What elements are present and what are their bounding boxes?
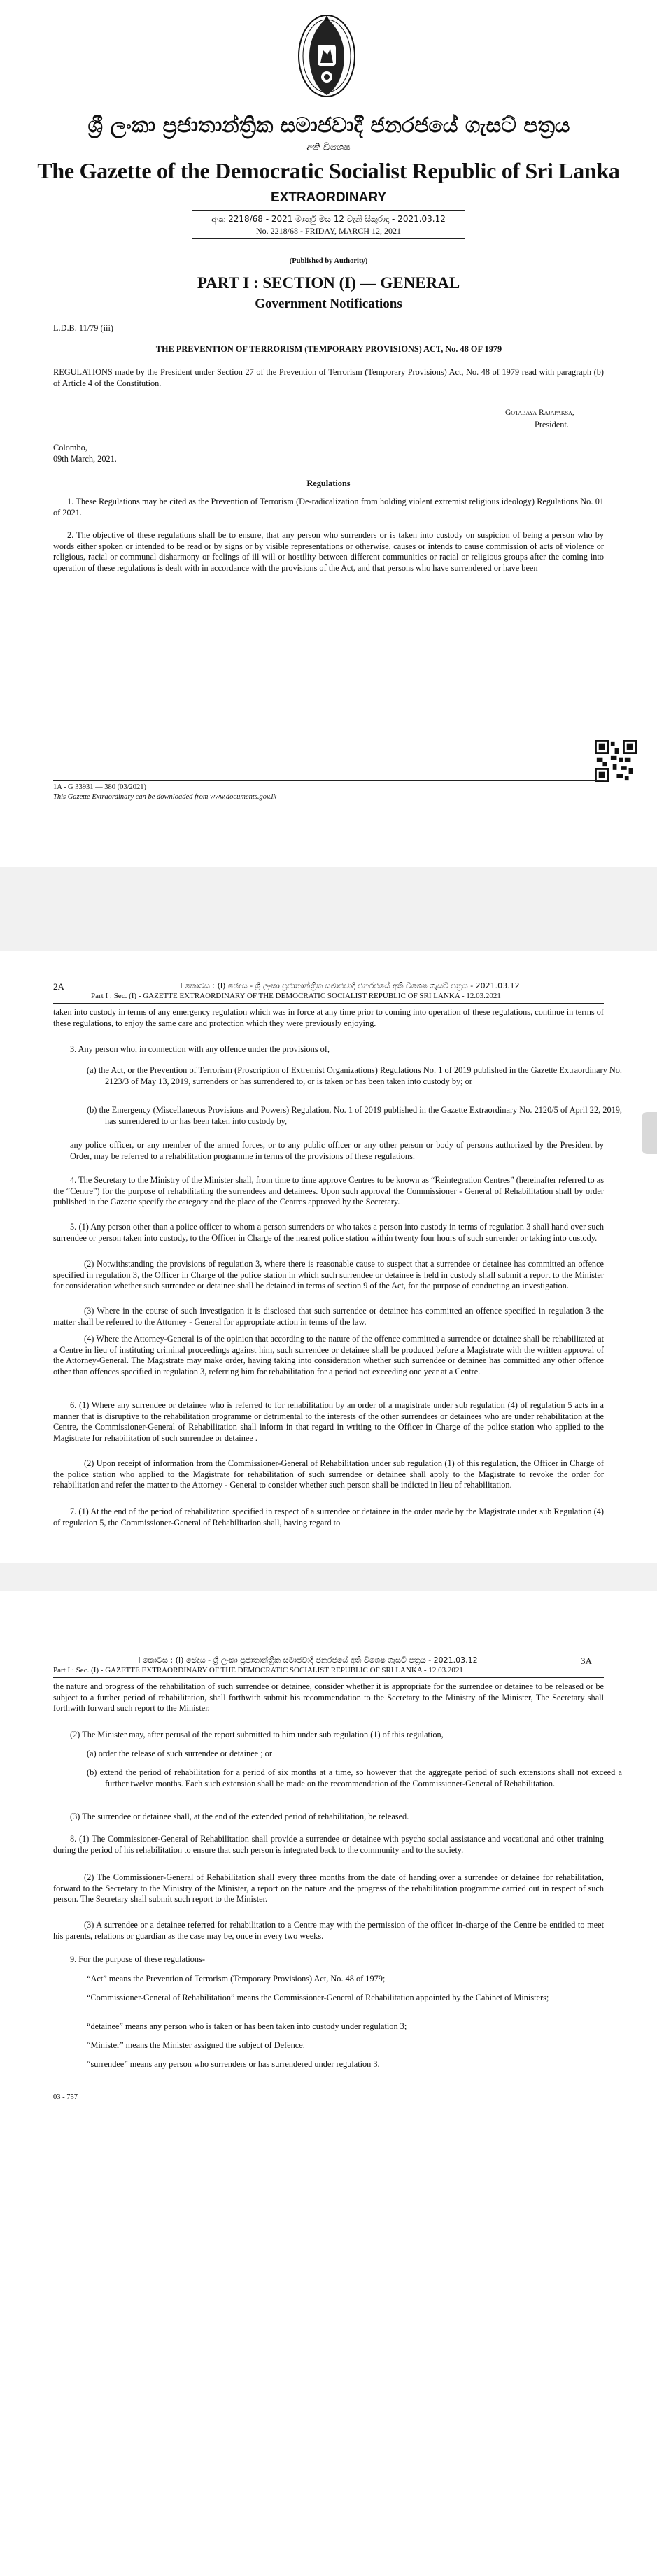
regulation-5-3: (3) Where in the course of such investigation it is disclosed that such surrendee or detainee has committed an offence specified in regulation 3 the matter shall be referred to the Attorney - General for appropriate action in terms of the law.: [53, 1306, 604, 1327]
footer-rule: [53, 780, 604, 781]
regulation-7-2-a: (a) order the release of such surrendee or detainee ; or: [87, 1749, 272, 1758]
gazette-page-1: [0, 0, 657, 867]
signatory-name: Gotabaya Rajapaksa,: [505, 408, 574, 417]
header-rule: [53, 1677, 604, 1678]
regulations-intro: REGULATIONS made by the President under Section 27 of the Prevention of Terrorism (Temporary Provisions) Act, No. 48 of 1979 read with paragraph (b) of Article 4 of the Constitution.: [53, 367, 604, 388]
gazette-page-3: [0, 1591, 657, 2576]
continued-text: the nature and progress of the rehabilitation of such surrendee or detainee, consider whether it is appropriate for the surrendee or detainee to be released or be subject to a further period of rehabilitation, shall forthwith submit his recommendation to the Secretary to the Ministry of the Minister, The Secretary shall forthwith forward such report to the Minister.: [53, 1681, 604, 1713]
definition-commissioner-general: “Commissioner-General of Rehabilitation” means the Commissioner-General of Rehabilitation appointed by the Cabinet of Ministers;: [87, 1993, 549, 2002]
regulation-3-tail: any police officer, or any member of the armed forces, or to any public officer or any other person or body of persons authorized by the President by Order, may be referred to a rehabilitation programme in terms of the provisions of these regulations.: [70, 1140, 604, 1161]
extraordinary-sinhala: අති විශෙෂ: [306, 143, 351, 153]
signatory-title: President.: [535, 420, 569, 429]
regulation-8-2: (2) The Commissioner-General of Rehabilitation shall every three months from the date of handing over a surrendee or detainee for rehabilitation, forward to the Secretary to the Ministry of the Minister, a report on the nature and the progress of the rehabilitation programme carried out in respect of such person. The Secretary shall submit such report to the Minister.: [53, 1872, 604, 1904]
page-gap: [0, 1563, 657, 1591]
extraordinary-label: EXTRAORDINARY: [270, 190, 387, 205]
footer-code: 1A - G 33931 — 380 (03/2021): [53, 783, 146, 791]
regulation-5-2: (2) Notwithstanding the provisions of regulation 3, where there is reasonable cause to suspect that a surrendee or detainee has committed an offence specified in regulation 3, the Officer in Charge of the police station in which such surrendee or detainee is held in custody shall submit a report to the Minister for consideration whether such surrendee or detainee shall be detained in terms of section 9 of the Act, for the purpose of conducting an investigation.: [53, 1259, 604, 1290]
regulation-9: 9. For the purpose of these regulations-: [70, 1954, 205, 1964]
issue-rule-top: [192, 210, 465, 211]
date: 09th March, 2021.: [53, 454, 117, 464]
issue-rule-bottom: [192, 238, 465, 239]
ldb-reference: L.D.B. 11/79 (iii): [53, 323, 113, 333]
place: Colombo,: [53, 443, 87, 453]
qr-code-icon: [595, 740, 637, 782]
regulation-7-1: 7. (1) At the end of the period of rehabilitation specified in respect of a surrendee or detainee in the order made by the Magistrate under sub Regulation (4) of regulation 5, the Commissioner-General of Rehabilitation shall, having regard to: [53, 1507, 604, 1528]
page-number: 2A: [53, 981, 64, 992]
regulation-7-2: (2) The Minister may, after perusal of the report submitted to him under sub regulation (1) of this regulation,: [70, 1730, 444, 1739]
issue-line: No. 2218/68 - FRIDAY, MARCH 12, 2021: [255, 226, 402, 236]
section-heading: Government Notifications: [255, 297, 402, 311]
definition-surrendee: “surrendee” means any person who surrenders or has surrendered under regulation 3.: [87, 2059, 380, 2069]
issue-line-sinhala: අංක 2218/68 - 2021 මාර්තු මස 12 වැනි සිකුරාදා - 2021.03.12: [211, 214, 446, 224]
header-rule: [53, 1003, 604, 1004]
regulation-6-2: (2) Upon receipt of information from the Commissioner-General of Rehabilitation under sub regulation (1) of this regulation, the Officer in Charge of the police station who applied to the Magistrate for rehabilitation of such surrendee or detainee shall apply to the Magistrate to revoke the order for rehabilitation and refer the matter to the Attorney - General to consider whether such person shall be indicted in lieu of rehabilitation.: [53, 1458, 604, 1490]
footer-download-note: This Gazette Extraordinary can be downloaded from www.documents.gov.lk: [53, 793, 277, 801]
regulation-3-b: (b) the Emergency (Miscellaneous Provisions and Powers) Regulation, No. 1 of 2019 published in the Gazette Extraordinary No. 2120/5 of April 22, 2019, has surrendered to or has been taken into custody by,: [87, 1105, 622, 1126]
running-header-sinhala: I කොටස : (I) ඡෙදය - ශ්‍රී ලංකා ප්‍රජාතාන්ත්‍රික සමාජවාදී ජනරජයේ අති විශෙෂ ගැසට් පත්‍රය - 2021.03.12: [138, 1656, 478, 1665]
page-number: 3A: [581, 1656, 592, 1666]
regulations-heading: Regulations: [306, 478, 351, 488]
running-header: Part I : Sec. (I) - GAZETTE EXTRAORDINARY OF THE DEMOCRATIC SOCIALIST REPUBLIC OF SRI LANKA - 12.03.2021: [91, 992, 501, 1000]
regulation-7-2-b: (b) extend the period of rehabilitation for a period of six months at a time, so however that the aggregate period of such extensions shall not exceed a further twelve months. Each such extension shall be made on the recommendation of the Commissioner-General of Rehabilitation.: [87, 1767, 622, 1788]
regulation-5-1: 5. (1) Any person other than a police officer to whom a person surrenders or who takes a person into custody in terms of regulation 3 shall hand over such surrendee or person taken into custody, to the Officer in Charge of the nearest police station within twenty four hours of such surrender or taking into custody.: [53, 1222, 604, 1243]
gazette-page-2: [0, 951, 657, 1563]
gazette-title: The Gazette of the Democratic Socialist Republic of Sri Lanka: [37, 158, 620, 183]
definition-detainee: “detainee” means any person who is taken or has been taken into custody under regulation 3;: [87, 2021, 407, 2031]
regulation-8-3: (3) A surrendee or a detainee referred for rehabilitation to a Centre may with the permission of the officer in-charge of the Centre be entitled to meet his parents, relations or guardian as the case may be, once in every two weeks.: [53, 1920, 604, 1941]
definition-minister: “Minister” means the Minister assigned the subject of Defence.: [87, 2040, 305, 2050]
running-header-sinhala: I කොටස : (I) ඡෙදය - ශ්‍රී ලංකා ප්‍රජාතාන්ත්‍රික සමාජවාදී ජනරජයේ අති විශෙෂ ගැසට් පත්‍රය - 2021.03.12: [180, 981, 520, 990]
footer-code: 03 - 757: [53, 2093, 78, 2101]
regulation-7-3: (3) The surrendee or detainee shall, at the end of the extended period of rehabilitation, be released.: [70, 1812, 409, 1821]
regulation-4: 4. The Secretary to the Ministry of the Minister shall, from time to time approve Centres to be known as “Reintegration Centres” (hereinafter referred to as the “Centre”) for the purpose of rehabilitating the surrendees and detainees. Upon such approval the Commissioner - General of Rehabilitation shall by order published in the Gazette specify the category and the place of the Centres approved by the Secretary.: [53, 1175, 604, 1207]
page-gap: [0, 867, 657, 951]
regulation-3: 3. Any person who, in connection with any offence under the provisions of,: [70, 1044, 330, 1054]
act-title: THE PREVENTION OF TERRORISM (TEMPORARY PROVISIONS) ACT, No. 48 OF 1979: [155, 344, 502, 354]
regulation-5-4: (4) Where the Attorney-General is of the opinion that according to the nature of the offence committed a surrendee or detainee shall be rehabilitated at a Centre in lieu of instituting criminal proceedings against him, such surrendee or detainee shall be produced before a Magistrate with the written approval of the Attorney-General. The Magistrate may make order, having taking into consideration whether such surrendee or detainee has committed any other offence other than offences specified in regulation 3, referring him for rehabilitation for a period not exceeding one year at a Centre.: [53, 1334, 604, 1376]
published-by: (Published by Authority): [289, 257, 368, 265]
continued-text: taken into custody in terms of any emergency regulation which was in force at any time prior to coming into operation of these regulations, continue in terms of these regulations, to enjoy the same care and protection which they were previously enjoying.: [53, 1007, 604, 1028]
national-emblem-icon: [295, 13, 358, 104]
regulation-3-a: (a) the Act, or the Prevention of Terrorism (Proscription of Extremist Organizations) Regulations No. 1 of 2019 published in the Gazette Extraordinary No. 2123/3 of May 13, 2019, surrenders or has surrendered to, or is taken or has been taken into custody by; or: [87, 1065, 622, 1086]
regulation-1: 1. These Regulations may be cited as the Prevention of Terrorism (De-radicalization from holding violent extremist religious ideology) Regulations No. 01 of 2021.: [53, 497, 604, 518]
regulation-8-1: 8. (1) The Commissioner-General of Rehabilitation shall provide a surrendee or detainee with psycho social assistance and vocational and other training during the period of his rehabilitation to ensure that such person is integrated back to the community and to the society.: [53, 1834, 604, 1855]
part-title: PART I : SECTION (I) — GENERAL: [197, 274, 460, 292]
regulation-6-1: 6. (1) Where any surrendee or detainee who is referred to for rehabilitation by an order of a magistrate under sub regulation (4) of regulation 5 acts in a manner that is disruptive to the rehabilitation programme or detrimental to the interests of the other surrendees or detainees who are under rehabilitation at the Centre, the Commissioner-General of Rehabilitation shall inform in that regard in writing to the Officer in Charge of the police station who applied to the Magistrate for rehabilitation of such surrendee or detainee .: [53, 1400, 604, 1443]
regulation-2: 2. The objective of these regulations shall be to ensure, that any person who surrenders or is taken into custody on suspicion of being a person who by words either spoken or intended to be read or by signs or by visible representations or otherwise, causes or intends to cause commission of acts of violence or religious, racial or communal disharmony or feelings of ill will or hostility between different communities or racial or religious groups after the coming into operation of these regulations is dealt with in accordance with the provisions of the Act, and that persons who have surrendered or have been: [53, 530, 604, 573]
page-side-tab[interactable]: [642, 1112, 657, 1154]
gazette-title-sinhala: ශ්‍රී ලංකා ප්‍රජාතාන්ත්‍රික සමාජවාදී ජනරජයේ ගැසට් පත්‍රය: [87, 113, 570, 138]
definition-act: “Act” means the Prevention of Terrorism (Temporary Provisions) Act, No. 48 of 1979;: [87, 1974, 386, 1984]
running-header: Part I : Sec. (I) - GAZETTE EXTRAORDINARY OF THE DEMOCRATIC SOCIALIST REPUBLIC OF SRI LANKA - 12.03.2021: [53, 1666, 463, 1674]
